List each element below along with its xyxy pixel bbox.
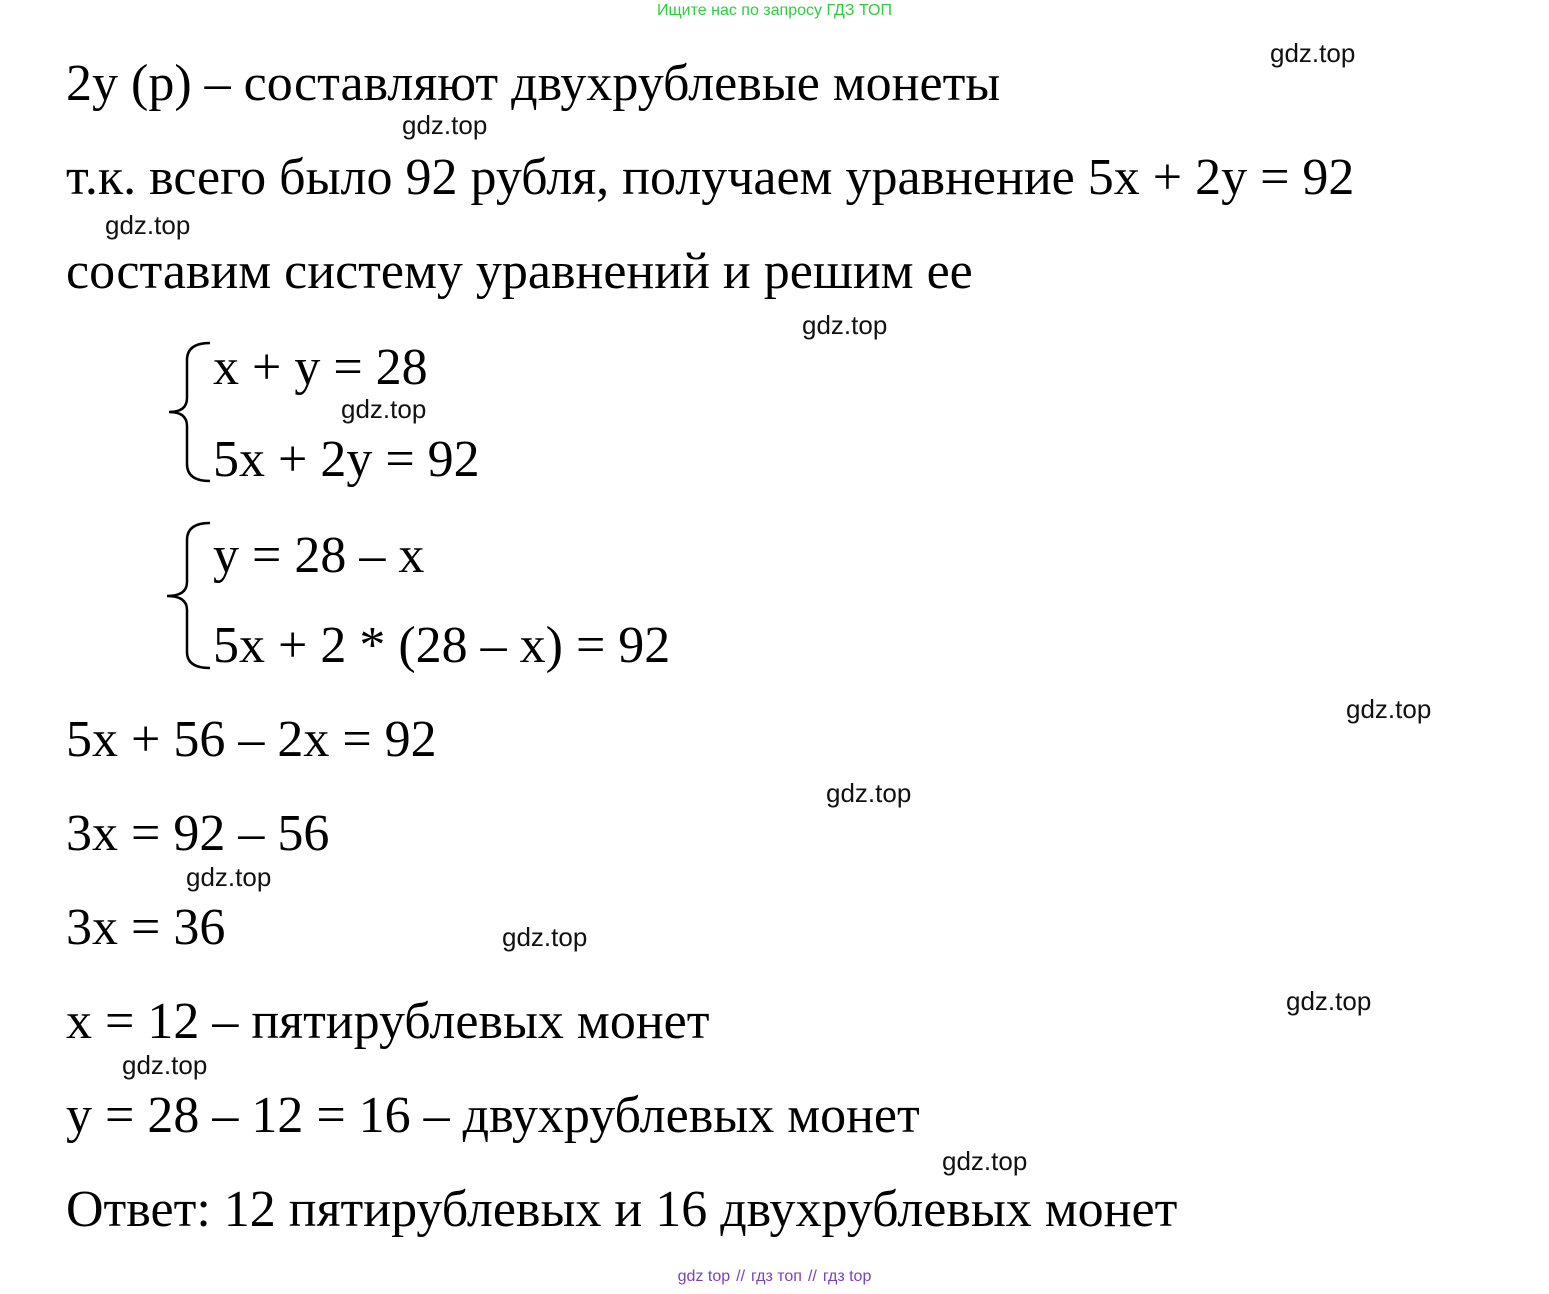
answer-line: Ответ: 12 пятирублевых и 16 двухрублевых монет bbox=[66, 1181, 1178, 1238]
system-1-equation-2: 5x + 2y = 92 bbox=[213, 431, 480, 488]
footer-separator: // bbox=[807, 1268, 817, 1285]
step-3: 3x = 36 bbox=[66, 899, 226, 956]
watermark: gdz.top bbox=[502, 922, 588, 952]
watermark: gdz.top bbox=[942, 1146, 1028, 1176]
watermark: gdz.top bbox=[105, 210, 191, 240]
step-4: x = 12 – пятирублевых монет bbox=[66, 993, 710, 1050]
text-line-1: 2y (р) – составляют двухрублевые монеты bbox=[66, 55, 1001, 112]
watermark: gdz.top bbox=[122, 1050, 208, 1080]
footer-links bbox=[0, 1268, 1549, 1286]
step-2: 3x = 92 – 56 bbox=[66, 805, 330, 862]
system-2-equation-2: 5x + 2 * (28 – x) = 92 bbox=[213, 617, 671, 674]
footer-separator: // bbox=[736, 1268, 746, 1285]
text-line-3: составим систему уравнений и решим ее bbox=[66, 243, 973, 300]
system-brace-2 bbox=[163, 520, 213, 680]
system-1-equation-1: x + y = 28 bbox=[213, 339, 428, 396]
watermark: gdz.top bbox=[802, 310, 888, 340]
header-banner[interactable]: Ищите нас по запросу ГДЗ ТОП bbox=[657, 2, 892, 19]
footer-link-gdz-top[interactable]: gdz top bbox=[677, 1268, 731, 1285]
step-5: y = 28 – 12 = 16 – двухрублевых монет bbox=[66, 1087, 920, 1144]
text-line-2: т.к. всего было 92 рубля, получаем уравнение 5x + 2y = 92 bbox=[66, 149, 1355, 206]
watermark: gdz.top bbox=[1346, 694, 1432, 724]
system-2-equation-1: y = 28 – x bbox=[213, 527, 425, 584]
watermark: gdz.top bbox=[341, 394, 427, 424]
watermark: gdz.top bbox=[1270, 38, 1356, 68]
watermark: gdz.top bbox=[826, 778, 912, 808]
watermark: gdz.top bbox=[1286, 986, 1372, 1016]
system-brace-1 bbox=[165, 340, 215, 490]
footer-link-gdz-top-mixed[interactable]: гдз top bbox=[822, 1268, 872, 1285]
footer-link-gdz-top-ru[interactable]: гдз топ bbox=[751, 1268, 802, 1285]
watermark: gdz.top bbox=[186, 862, 272, 892]
watermark: gdz.top bbox=[402, 110, 488, 140]
step-1: 5x + 56 – 2x = 92 bbox=[66, 711, 437, 768]
